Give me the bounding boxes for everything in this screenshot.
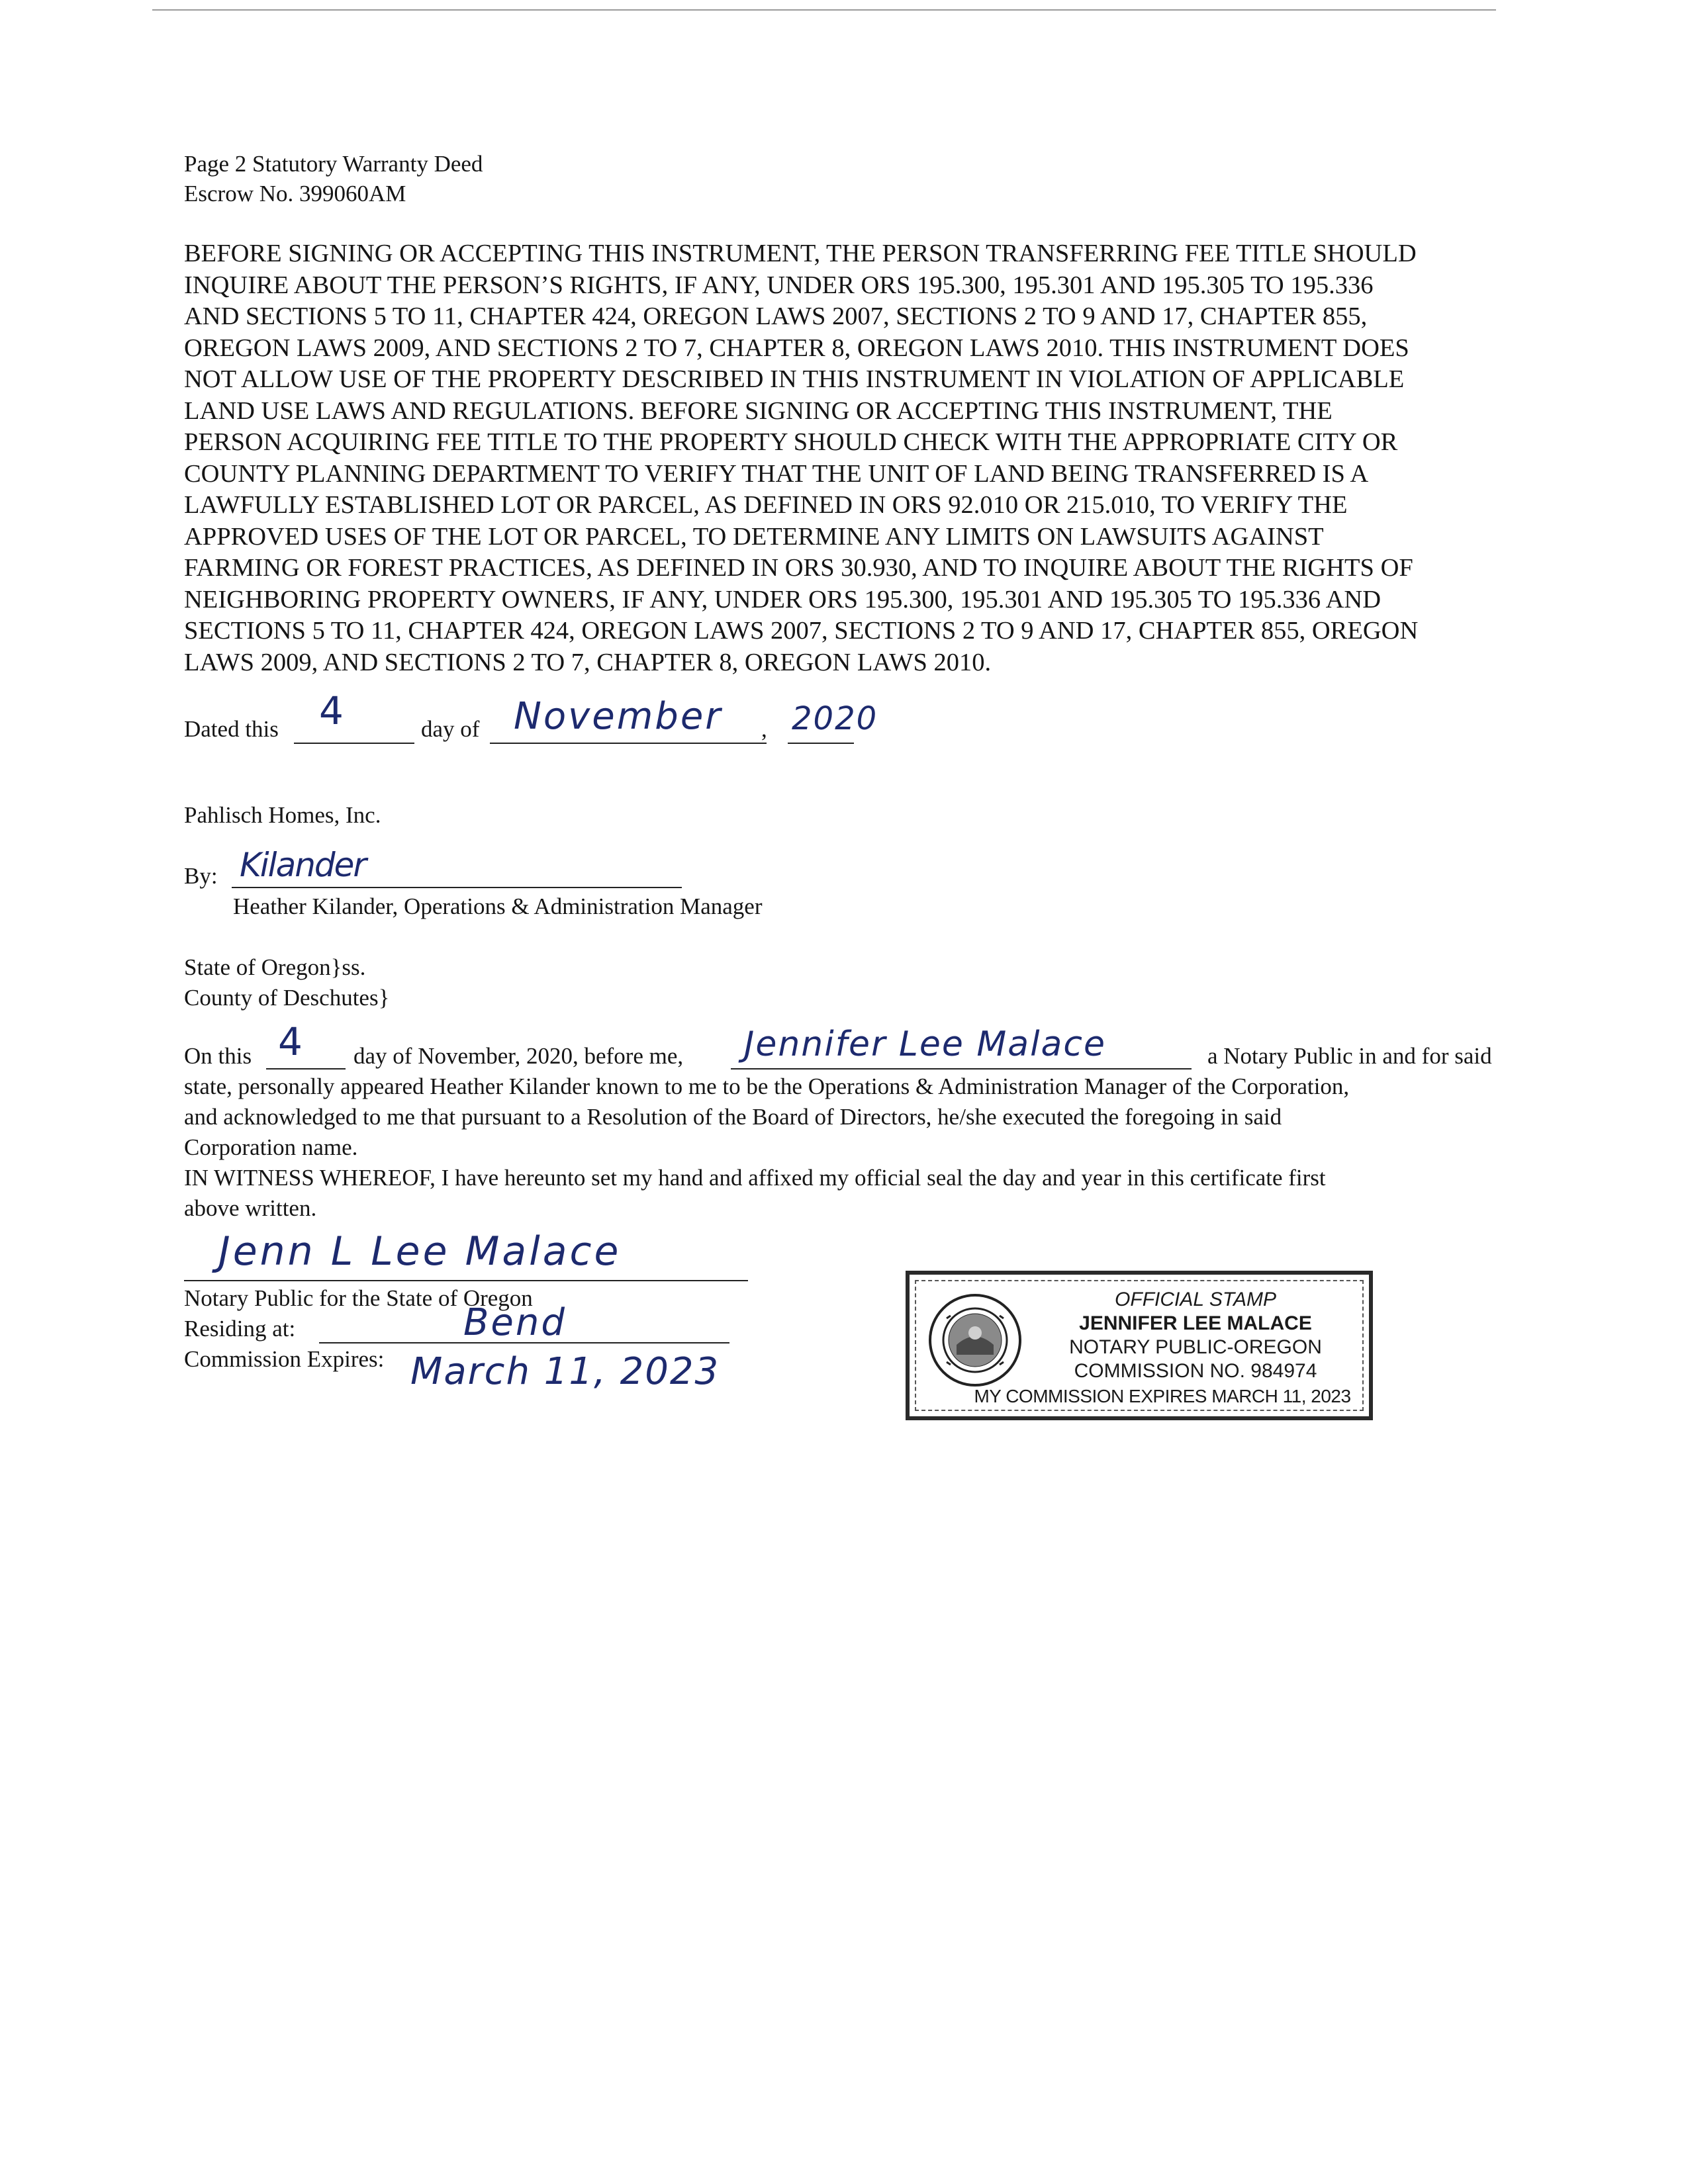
stamp-line-5: MY COMMISSION EXPIRES MARCH 11, 2023	[974, 1386, 1351, 1406]
ack-line-6: above written.	[184, 1195, 317, 1221]
disclaimer-line: FARMING OR FOREST PRACTICES, AS DEFINED IN ORS 30.930, AND TO INQUIRE ABOUT THE RIGHTS OF	[184, 554, 1413, 582]
dated-mid: day of	[421, 716, 480, 742]
disclaimer-line: COUNTY PLANNING DEPARTMENT TO VERIFY THAT THE UNIT OF LAND BEING TRANSFERRED IS A	[184, 459, 1369, 488]
official-notary-stamp	[906, 1271, 1373, 1420]
page-header-title: Page 2 Statutory Warranty Deed	[184, 151, 483, 177]
ack-on-this: On this	[184, 1043, 252, 1069]
statutory-disclaimer	[184, 238, 1541, 678]
signer-name-title: Heather Kilander, Operations & Administration Manager	[233, 893, 763, 919]
disclaimer-line: PERSON ACQUIRING FEE TITLE TO THE PROPERTY SHOULD CHECK WITH THE APPROPRIATE CITY OR	[184, 428, 1398, 456]
dated-day-handwritten: 4	[319, 688, 344, 733]
by-label: By:	[184, 863, 218, 889]
ack-line-2: state, personally appeared Heather Kilander known to me to be the Operations & Administration Manager of the Corporation,	[184, 1073, 1350, 1099]
stamp-line-3: NOTARY PUBLIC-OREGON	[1069, 1336, 1322, 1358]
escrow-number: Escrow No. 399060AM	[184, 181, 406, 206]
dated-month-handwritten: November	[514, 695, 723, 738]
ack-notary-suffix: a Notary Public in and for said	[1207, 1043, 1492, 1069]
ack-notary-name-underline	[731, 1068, 1192, 1069]
stamp-text-block	[1029, 1288, 1362, 1383]
disclaimer-line: OREGON LAWS 2009, AND SECTIONS 2 TO 7, CHAPTER 8, OREGON LAWS 2010. THIS INSTRUMENT DOES	[184, 334, 1409, 362]
ack-notary-name-handwritten: Jennifer Lee Malace	[744, 1024, 1107, 1064]
notary-signature: Jenn L Lee Malace	[218, 1228, 622, 1275]
disclaimer-line: NEIGHBORING PROPERTY OWNERS, IF ANY, UNDER ORS 195.300, 195.301 AND 195.305 TO 195.336 AND	[184, 585, 1382, 614]
stamp-line-4: COMMISSION NO. 984974	[1074, 1360, 1317, 1382]
disclaimer-line: SECTIONS 5 TO 11, CHAPTER 424, OREGON LAWS 2007, SECTIONS 2 TO 9 AND 17, CHAPTER 855, OREGON	[184, 617, 1419, 645]
disclaimer-line: APPROVED USES OF THE LOT OR PARCEL, TO DETERMINE ANY LIMITS ON LAWSUITS AGAINST	[184, 522, 1324, 551]
ack-day-handwritten: 4	[278, 1019, 303, 1064]
dated-comma: ,	[761, 716, 767, 742]
stamp-line-1: OFFICIAL STAMP	[1115, 1289, 1276, 1310]
venue-county: County of Deschutes}	[184, 985, 390, 1011]
expires-label: Commission Expires:	[184, 1346, 385, 1372]
stamp-line-2: JENNIFER LEE MALACE	[1079, 1312, 1312, 1334]
notary-title: Notary Public for the State of Oregon	[184, 1285, 533, 1311]
residing-handwritten: Bend	[463, 1301, 567, 1344]
disclaimer-line: INQUIRE ABOUT THE PERSON’S RIGHTS, IF ANY, UNDER ORS 195.300, 195.301 AND 195.305 TO 195.336	[184, 271, 1374, 299]
disclaimer-line: NOT ALLOW USE OF THE PROPERTY DESCRIBED IN THIS INSTRUMENT IN VIOLATION OF APPLICABLE	[184, 365, 1405, 393]
disclaimer-line: LAWS 2009, AND SECTIONS 2 TO 7, CHAPTER 8, OREGON LAWS 2010.	[184, 648, 992, 676]
ack-line-4: Corporation name.	[184, 1134, 358, 1160]
ack-day-underline	[266, 1068, 346, 1069]
grantor-signature: Kilander	[240, 846, 365, 884]
disclaimer-line: LAWFULLY ESTABLISHED LOT OR PARCEL, AS DEFINED IN ORS 92.010 OR 215.010, TO VERIFY THE	[184, 491, 1348, 519]
oregon-seal-icon	[927, 1292, 1023, 1388]
dated-day-underline	[294, 743, 414, 744]
dated-year-handwritten: 2020	[792, 700, 878, 737]
dated-prefix: Dated this	[184, 716, 279, 742]
disclaimer-line: AND SECTIONS 5 TO 11, CHAPTER 424, OREGON LAWS 2007, SECTIONS 2 TO 9 AND 17, CHAPTER 855,	[184, 302, 1368, 330]
disclaimer-line: LAND USE LAWS AND REGULATIONS. BEFORE SIGNING OR ACCEPTING THIS INSTRUMENT, THE	[184, 396, 1333, 425]
notary-signature-underline	[184, 1280, 748, 1281]
grantor-company: Pahlisch Homes, Inc.	[184, 802, 381, 828]
grantor-signature-underline	[232, 887, 682, 888]
dated-year-underline	[788, 743, 854, 744]
venue-state: State of Oregon}ss.	[184, 954, 366, 980]
expires-handwritten: March 11, 2023	[410, 1350, 720, 1393]
ack-line-5: IN WITNESS WHEREOF, I have hereunto set my hand and affixed my official seal the day and year in this certificate first	[184, 1165, 1326, 1191]
dated-month-underline	[490, 743, 767, 744]
ack-line-3: and acknowledged to me that pursuant to a Resolution of the Board of Directors, he/she executed the foregoing in said	[184, 1104, 1282, 1130]
scan-edge-line	[152, 9, 1496, 11]
residing-label: Residing at:	[184, 1316, 296, 1342]
disclaimer-line: BEFORE SIGNING OR ACCEPTING THIS INSTRUMENT, THE PERSON TRANSFERRING FEE TITLE SHOULD	[184, 240, 1417, 267]
ack-day-of-date: day of November, 2020, before me,	[353, 1043, 684, 1069]
